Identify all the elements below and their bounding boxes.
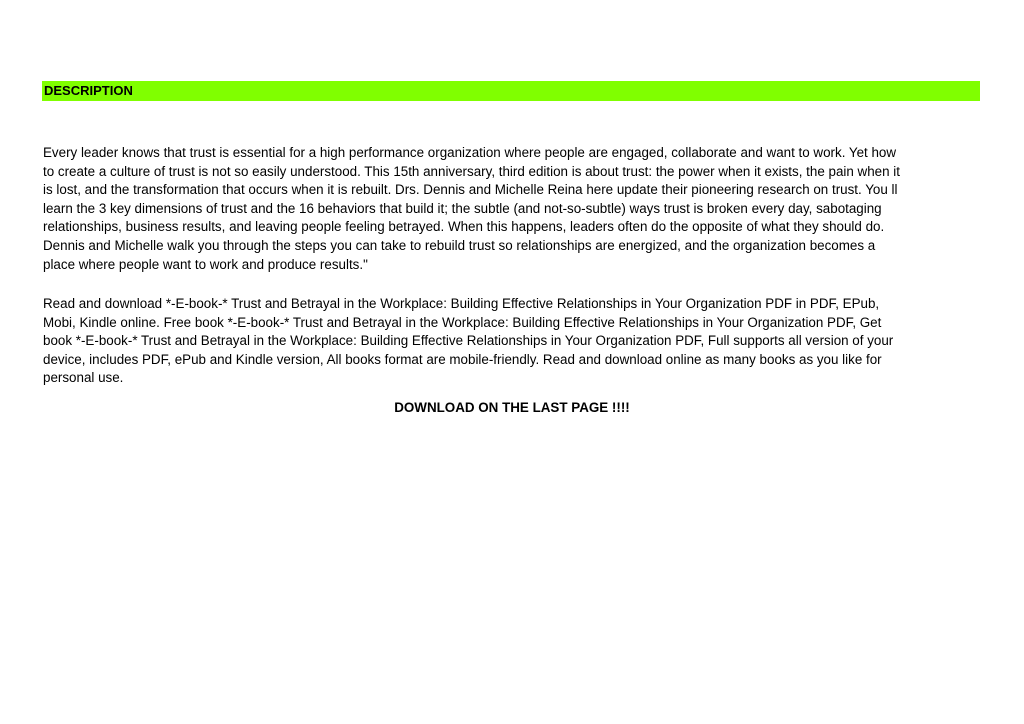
promo-line: book *-E-book-* Trust and Betrayal in the Workplace: Building Effective Relationships in Your Organization PDF, Full supports all version of your <box>43 333 894 349</box>
description-heading: DESCRIPTION <box>44 83 133 98</box>
description-line: learn the 3 key dimensions of trust and the 16 behaviors that build it; the subtle (and not-so-subtle) ways trust is broken every day, sabotaging <box>43 200 882 216</box>
description-line: to create a culture of trust is not so easily understood. This 15th anniversary, third edition is about trust: the power when it exists, the pain when it <box>43 163 900 179</box>
promo-line: device, includes PDF, ePub and Kindle version, All books format are mobile-friendly. Read and download online as many books as you like for <box>43 351 882 367</box>
promo-paragraph <box>43 295 983 388</box>
promo-line: Read and download *-E-book-* Trust and Betrayal in the Workplace: Building Effective Relationships in Your Organization PDF in PDF, EPub, <box>43 296 880 311</box>
description-line: relationships, business results, and leaving people feeling betrayed. When this happens, leaders often do the opposite of what they should do. <box>43 219 885 235</box>
description-line: place where people want to work and produce results." <box>43 256 368 272</box>
description-line: Dennis and Michelle walk you through the steps you can take to rebuild trust so relationships are energized, and the organization becomes a <box>43 237 876 253</box>
description-line: is lost, and the transformation that occurs when it is rebuilt. Drs. Dennis and Michelle Reina here update their pioneering research on trust. You ll <box>43 182 898 198</box>
download-notice: DOWNLOAD ON THE LAST PAGE !!!! <box>394 400 630 415</box>
promo-line: Mobi, Kindle online. Free book *-E-book-* Trust and Betrayal in the Workplace: Building Effective Relationships in Your Organization PDF, Get <box>43 314 882 330</box>
promo-line: personal use. <box>43 370 124 386</box>
description-line: Every leader knows that trust is essential for a high performance organization where people are engaged, collaborate and want to work. Yet how <box>43 145 897 160</box>
description-header-bar <box>42 81 980 101</box>
description-paragraph <box>43 144 983 274</box>
